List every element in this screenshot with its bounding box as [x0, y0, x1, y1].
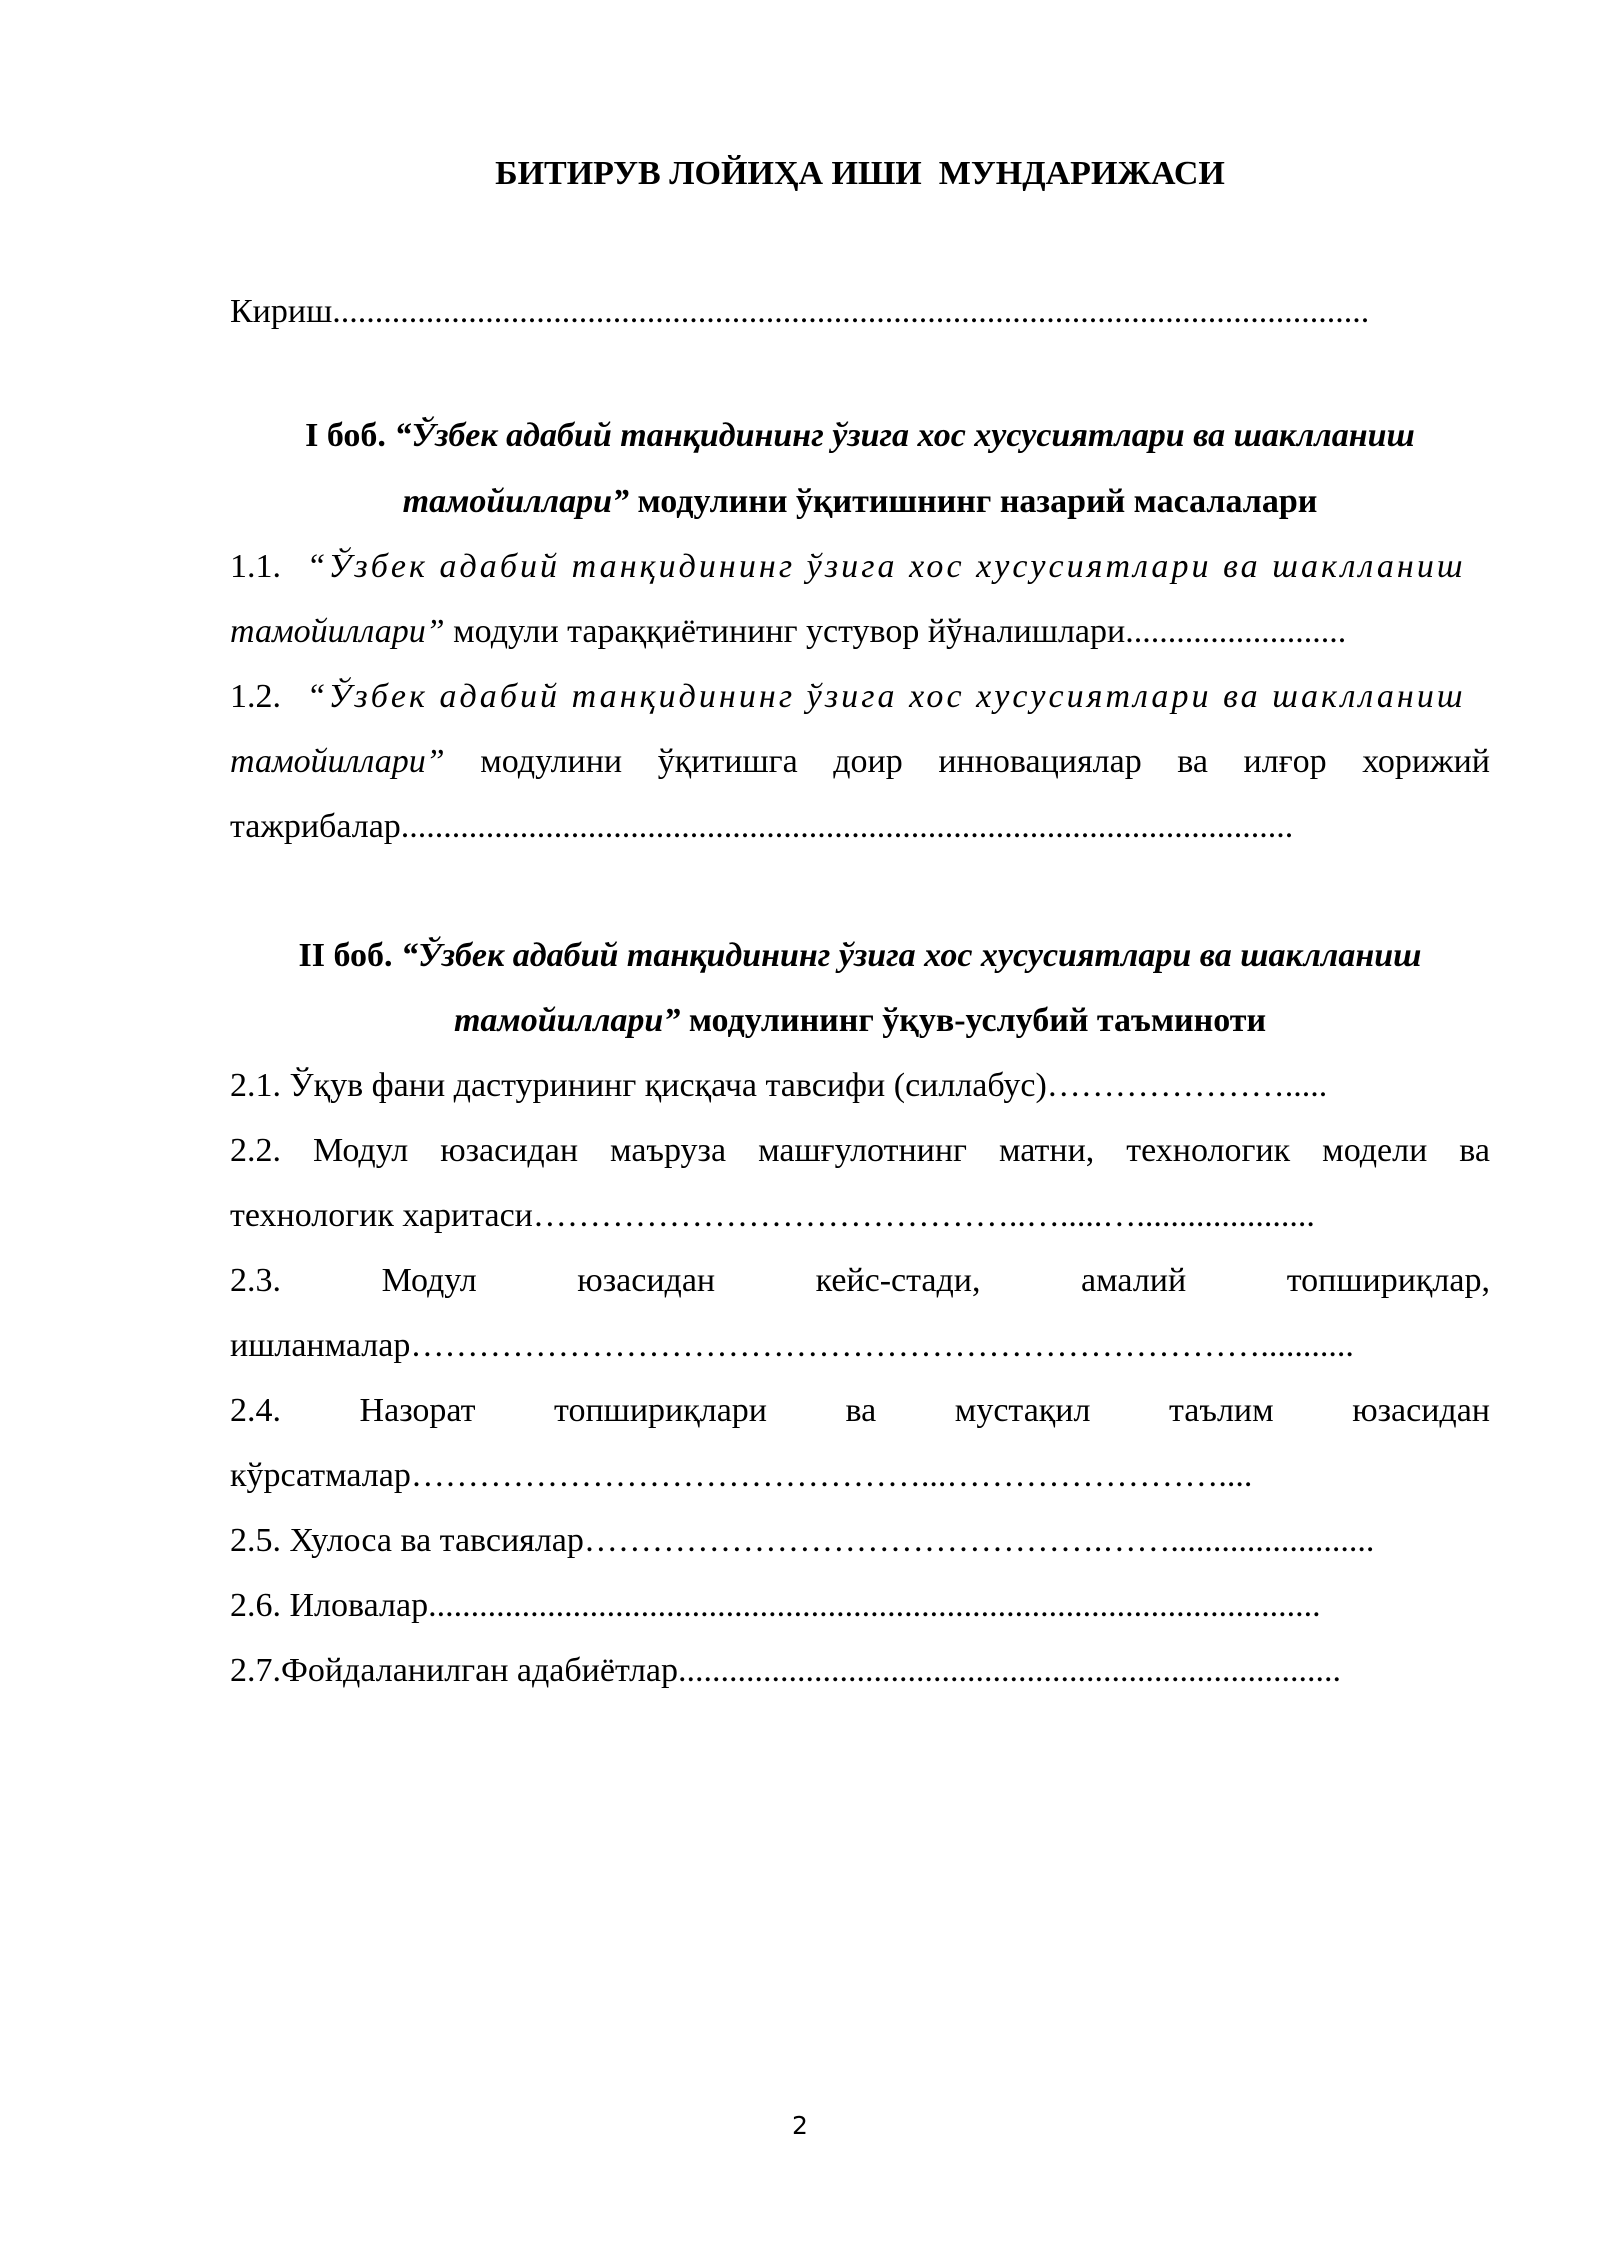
- toc-entry-2-6: 2.6. Иловалар.........................................................................................................: [230, 1587, 1321, 1624]
- toc-entry-2-2-line2: технологик харитаси……………………………………..….....….....................: [230, 1197, 1315, 1234]
- page-number: 2: [792, 2111, 808, 2140]
- toc-entry-1-2-line2: [230, 740, 1490, 784]
- toc-entry-italic: “Ўзбек адабий танқидининг ўзига хос хусусиятлари ва шаклланиш: [306, 548, 1466, 585]
- chapter1-heading-line1: [230, 414, 1490, 458]
- page-title: БИТИРУВ ЛОЙИҲА ИШИ МУНДАРИЖАСИ: [495, 155, 1225, 192]
- toc-entry-text: модули тараққиётининг устувор йўналишлари..........................: [444, 613, 1347, 650]
- toc-entry-number: 1.2.: [230, 678, 281, 715]
- chapter1-label: I боб.: [305, 417, 395, 454]
- toc-entry-text: модулини ўқитишга доир инновациялар ва илғор хорижий: [444, 743, 1490, 780]
- toc-entry-2-3-line1: 2.3. Модул юзасидан кейс-стади, амалий топшириқлар,: [230, 1262, 1490, 1299]
- chapter1-title-part2: тамойиллари”: [402, 483, 630, 520]
- toc-entry-2-4-line2: кўрсатмалар………………………………………...……………………....: [230, 1457, 1253, 1494]
- toc-entry-italic: тамойиллари”: [230, 743, 445, 780]
- toc-entry-1-1-line1: [230, 545, 1490, 589]
- toc-entry-number: 1.1.: [230, 548, 281, 585]
- toc-entry-2-5: 2.5. Хулоса ва тавсиялар……………………………………….……........................: [230, 1522, 1375, 1559]
- toc-entry-2-4-line1: 2.4. Назорат топшириқлари ва мустақил таълим юзасидан: [230, 1392, 1490, 1429]
- toc-entry-2-1: 2.1. Ўқув фани дастурининг қисқача тавсифи (силлабус)………………….....: [230, 1067, 1328, 1104]
- toc-entry-1-2-line1: [230, 675, 1490, 719]
- toc-entry-italic: “Ўзбек адабий танқидининг ўзига хос хусусиятлари ва шаклланиш: [306, 678, 1466, 715]
- chapter2-heading-line1: [230, 934, 1490, 978]
- chapter1-title-part1: “Ўзбек адабий танқидининг ўзига хос хусусиятлари ва шаклланиш: [394, 417, 1415, 454]
- toc-entry-italic: тамойиллари”: [230, 613, 445, 650]
- toc-entry-2-7: 2.7.Фойдаланилган адабиётлар..............................................................................: [230, 1652, 1342, 1689]
- chapter2-label: II боб.: [298, 937, 402, 974]
- chapter2-title-part2: тамойиллари”: [453, 1002, 681, 1039]
- chapter2-title-rest: модулининг ўқув-услубий таъминоти: [680, 1002, 1267, 1039]
- toc-entry-2-2-line1: 2.2. Модул юзасидан маъруза машғулотнинг матни, технологик модели ва: [230, 1132, 1490, 1169]
- toc-entry-1-1-line2: [230, 610, 1490, 654]
- chapter2-title-part1: “Ўзбек адабий танқидининг ўзига хос хусусиятлари ва шаклланиш: [401, 937, 1422, 974]
- toc-entry-1-2-line3: тажрибалар.........................................................................................................: [230, 808, 1294, 845]
- chapter2-heading-line2: [230, 999, 1490, 1043]
- chapter1-heading-line2: [230, 480, 1490, 524]
- toc-entry-2-3-line2: ишланмалар…………………………………………………………………...........: [230, 1327, 1354, 1364]
- chapter1-title-rest: модулини ўқитишнинг назарий масалалари: [629, 483, 1318, 520]
- toc-entry-intro: Кириш..........................................................................................................................: [230, 293, 1370, 330]
